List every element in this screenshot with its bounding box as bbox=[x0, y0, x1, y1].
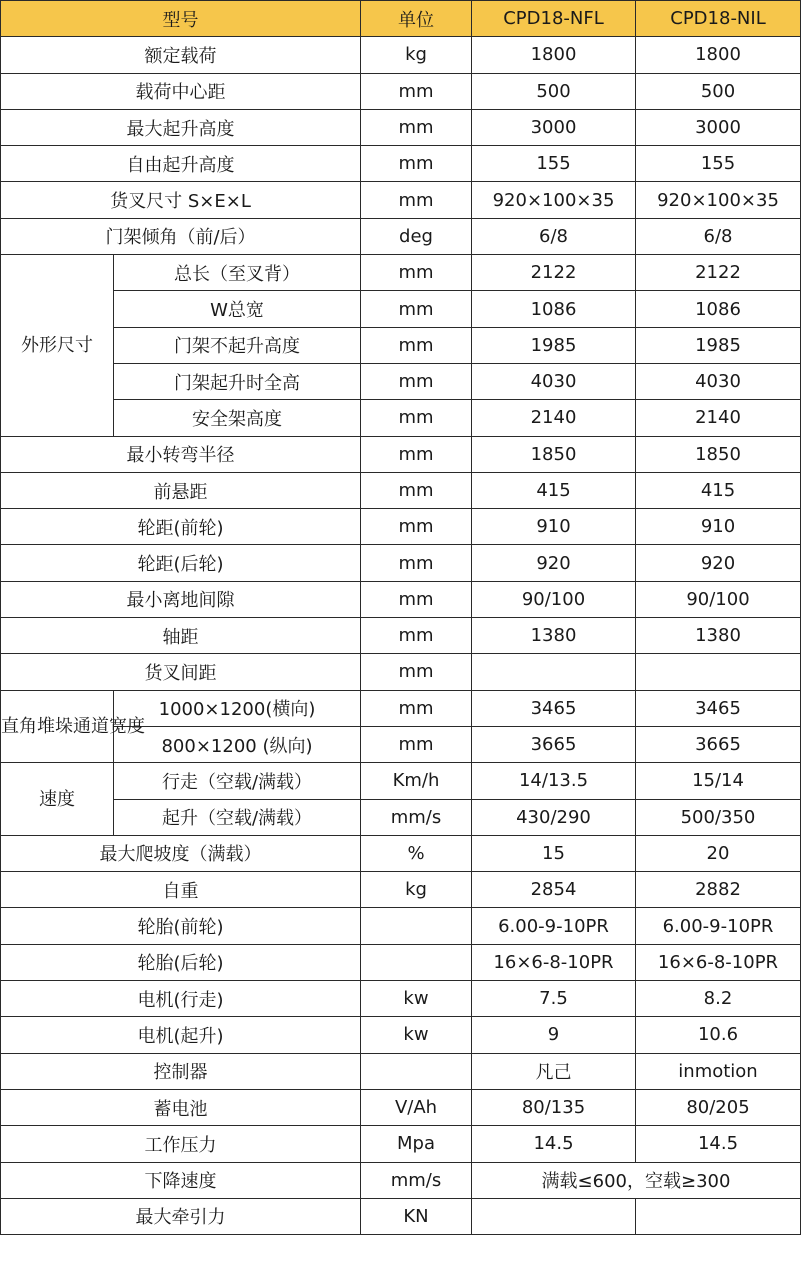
row-label: 蓄电池 bbox=[1, 1089, 361, 1125]
table-row bbox=[1, 799, 801, 835]
row-value-a: 1800 bbox=[472, 37, 636, 73]
row-value-b: 910 bbox=[636, 509, 801, 545]
row-value-b: 1086 bbox=[636, 291, 801, 327]
row-unit: mm bbox=[361, 255, 472, 291]
table-row bbox=[1, 1162, 801, 1198]
row-value-a: 16×6-8-10PR bbox=[472, 944, 636, 980]
table-row bbox=[1, 1053, 801, 1089]
row-value-a: 14.5 bbox=[472, 1126, 636, 1162]
row-unit: mm bbox=[361, 472, 472, 508]
row-value-b: 3000 bbox=[636, 109, 801, 145]
row-unit: mm bbox=[361, 618, 472, 654]
row-value-b: 920 bbox=[636, 545, 801, 581]
row-unit: mm bbox=[361, 654, 472, 690]
row-value-b: 6/8 bbox=[636, 218, 801, 254]
row-label: 轮距(前轮) bbox=[1, 509, 361, 545]
row-label: 额定载荷 bbox=[1, 37, 361, 73]
row-label: 载荷中心距 bbox=[1, 73, 361, 109]
row-unit: % bbox=[361, 835, 472, 871]
row-value-b: 14.5 bbox=[636, 1126, 801, 1162]
row-unit: Km/h bbox=[361, 763, 472, 799]
row-label: 起升（空载/满载） bbox=[114, 799, 361, 835]
header-col-a: CPD18-NFL bbox=[472, 1, 636, 37]
row-value-a: 6.00-9-10PR bbox=[472, 908, 636, 944]
table-row bbox=[1, 1126, 801, 1162]
row-unit: kw bbox=[361, 981, 472, 1017]
row-value-a: 7.5 bbox=[472, 981, 636, 1017]
row-unit: mm/s bbox=[361, 1162, 472, 1198]
row-value-a: 920×100×35 bbox=[472, 182, 636, 218]
header-row bbox=[1, 1, 801, 37]
table-row bbox=[1, 545, 801, 581]
row-label: 电机(起升) bbox=[1, 1017, 361, 1053]
table-row bbox=[1, 37, 801, 73]
row-value-a: 2122 bbox=[472, 255, 636, 291]
row-unit: kw bbox=[361, 1017, 472, 1053]
table-row bbox=[1, 327, 801, 363]
row-value-b: 80/205 bbox=[636, 1089, 801, 1125]
row-unit: mm bbox=[361, 73, 472, 109]
row-label: 门架起升时全高 bbox=[114, 363, 361, 399]
table-row bbox=[1, 509, 801, 545]
table-row bbox=[1, 218, 801, 254]
row-value-a: 3000 bbox=[472, 109, 636, 145]
row-label: 最大爬坡度（满载） bbox=[1, 835, 361, 871]
row-unit: V/Ah bbox=[361, 1089, 472, 1125]
row-label: 前悬距 bbox=[1, 472, 361, 508]
row-label: 货叉尺寸 S×E×L bbox=[1, 182, 361, 218]
row-value-a: 90/100 bbox=[472, 581, 636, 617]
group-label: 外形尺寸 bbox=[1, 255, 114, 436]
row-unit: mm bbox=[361, 291, 472, 327]
row-label: 下降速度 bbox=[1, 1162, 361, 1198]
row-unit: mm/s bbox=[361, 799, 472, 835]
table-row bbox=[1, 908, 801, 944]
row-unit bbox=[361, 908, 472, 944]
table-row bbox=[1, 690, 801, 726]
row-value-a: 155 bbox=[472, 146, 636, 182]
table-row bbox=[1, 654, 801, 690]
row-label: 电机(行走) bbox=[1, 981, 361, 1017]
row-unit: mm bbox=[361, 146, 472, 182]
table-body bbox=[1, 37, 801, 1235]
row-value-a: 910 bbox=[472, 509, 636, 545]
table-row bbox=[1, 944, 801, 980]
table-row bbox=[1, 1017, 801, 1053]
row-unit: Mpa bbox=[361, 1126, 472, 1162]
row-value-b: 4030 bbox=[636, 363, 801, 399]
table-row bbox=[1, 872, 801, 908]
row-value-a: 凡己 bbox=[472, 1053, 636, 1089]
row-label: 最大起升高度 bbox=[1, 109, 361, 145]
row-value-b: 3665 bbox=[636, 726, 801, 762]
row-value-a: 3465 bbox=[472, 690, 636, 726]
row-value-a: 14/13.5 bbox=[472, 763, 636, 799]
row-label: 最小离地间隙 bbox=[1, 581, 361, 617]
row-value-b: 1380 bbox=[636, 618, 801, 654]
row-label: 行走（空载/满载） bbox=[114, 763, 361, 799]
table-row bbox=[1, 472, 801, 508]
group-label: 直角堆垛通道宽度 bbox=[1, 690, 114, 763]
row-label: 总长（至叉背） bbox=[114, 255, 361, 291]
row-value-a bbox=[472, 1198, 636, 1234]
table-row bbox=[1, 73, 801, 109]
row-unit: mm bbox=[361, 363, 472, 399]
row-label: 门架倾角（前/后） bbox=[1, 218, 361, 254]
row-value-b: 415 bbox=[636, 472, 801, 508]
row-label: 工作压力 bbox=[1, 1126, 361, 1162]
table-row bbox=[1, 182, 801, 218]
row-value-a: 1985 bbox=[472, 327, 636, 363]
row-label: 门架不起升高度 bbox=[114, 327, 361, 363]
row-value-a: 4030 bbox=[472, 363, 636, 399]
row-value-b: inmotion bbox=[636, 1053, 801, 1089]
table-row bbox=[1, 981, 801, 1017]
header-model: 型号 bbox=[1, 1, 361, 37]
row-label: 控制器 bbox=[1, 1053, 361, 1089]
table-row bbox=[1, 1089, 801, 1125]
row-value-a bbox=[472, 654, 636, 690]
row-unit: mm bbox=[361, 581, 472, 617]
row-value-b bbox=[636, 1198, 801, 1234]
row-value-b: 90/100 bbox=[636, 581, 801, 617]
row-unit: mm bbox=[361, 690, 472, 726]
row-unit: kg bbox=[361, 872, 472, 908]
row-unit: deg bbox=[361, 218, 472, 254]
row-value-a: 9 bbox=[472, 1017, 636, 1053]
row-value-a: 430/290 bbox=[472, 799, 636, 835]
row-unit: mm bbox=[361, 509, 472, 545]
row-label: 1000×1200(横向) bbox=[114, 690, 361, 726]
row-value-a: 2140 bbox=[472, 400, 636, 436]
row-value-b: 500 bbox=[636, 73, 801, 109]
table-row bbox=[1, 146, 801, 182]
row-value-a: 3665 bbox=[472, 726, 636, 762]
row-value-b: 3465 bbox=[636, 690, 801, 726]
row-value-b: 1985 bbox=[636, 327, 801, 363]
row-value-b: 1800 bbox=[636, 37, 801, 73]
row-value-merged: 满载≤600，空载≥300 bbox=[472, 1162, 801, 1198]
row-value-b: 2122 bbox=[636, 255, 801, 291]
row-value-b: 16×6-8-10PR bbox=[636, 944, 801, 980]
row-unit: kg bbox=[361, 37, 472, 73]
row-unit: mm bbox=[361, 109, 472, 145]
table-row bbox=[1, 363, 801, 399]
row-value-b: 15/14 bbox=[636, 763, 801, 799]
table-row bbox=[1, 581, 801, 617]
row-label: 轮胎(后轮) bbox=[1, 944, 361, 980]
row-value-b: 155 bbox=[636, 146, 801, 182]
row-value-a: 6/8 bbox=[472, 218, 636, 254]
row-label: 轴距 bbox=[1, 618, 361, 654]
table-row bbox=[1, 763, 801, 799]
row-label: 轮距(后轮) bbox=[1, 545, 361, 581]
row-value-a: 2854 bbox=[472, 872, 636, 908]
header-unit: 单位 bbox=[361, 1, 472, 37]
row-unit: mm bbox=[361, 436, 472, 472]
row-label: 最大牵引力 bbox=[1, 1198, 361, 1234]
row-value-b: 2140 bbox=[636, 400, 801, 436]
row-label: 轮胎(前轮) bbox=[1, 908, 361, 944]
row-value-a: 415 bbox=[472, 472, 636, 508]
row-unit bbox=[361, 1053, 472, 1089]
header-col-b: CPD18-NIL bbox=[636, 1, 801, 37]
row-label: 货叉间距 bbox=[1, 654, 361, 690]
row-unit: KN bbox=[361, 1198, 472, 1234]
row-value-b: 920×100×35 bbox=[636, 182, 801, 218]
row-value-b: 1850 bbox=[636, 436, 801, 472]
row-value-b: 10.6 bbox=[636, 1017, 801, 1053]
row-unit: mm bbox=[361, 182, 472, 218]
row-value-b: 2882 bbox=[636, 872, 801, 908]
table-row bbox=[1, 255, 801, 291]
table-row bbox=[1, 400, 801, 436]
row-unit: mm bbox=[361, 545, 472, 581]
row-value-a: 1850 bbox=[472, 436, 636, 472]
row-value-a: 80/135 bbox=[472, 1089, 636, 1125]
row-value-a: 15 bbox=[472, 835, 636, 871]
row-label: 安全架高度 bbox=[114, 400, 361, 436]
row-value-a: 920 bbox=[472, 545, 636, 581]
row-unit bbox=[361, 944, 472, 980]
row-value-a: 1380 bbox=[472, 618, 636, 654]
row-label: 自由起升高度 bbox=[1, 146, 361, 182]
row-value-b: 8.2 bbox=[636, 981, 801, 1017]
table-row bbox=[1, 1198, 801, 1234]
row-value-a: 1086 bbox=[472, 291, 636, 327]
row-label: 自重 bbox=[1, 872, 361, 908]
row-value-b: 20 bbox=[636, 835, 801, 871]
row-unit: mm bbox=[361, 327, 472, 363]
row-label: 800×1200 (纵向) bbox=[114, 726, 361, 762]
row-value-a: 500 bbox=[472, 73, 636, 109]
row-label: 最小转弯半径 bbox=[1, 436, 361, 472]
row-unit: mm bbox=[361, 726, 472, 762]
row-value-b bbox=[636, 654, 801, 690]
row-unit: mm bbox=[361, 400, 472, 436]
row-value-b: 500/350 bbox=[636, 799, 801, 835]
table-row bbox=[1, 436, 801, 472]
group-label: 速度 bbox=[1, 763, 114, 836]
table-row bbox=[1, 291, 801, 327]
row-value-b: 6.00-9-10PR bbox=[636, 908, 801, 944]
table-header bbox=[1, 1, 801, 37]
table-row bbox=[1, 109, 801, 145]
row-label: W总宽 bbox=[114, 291, 361, 327]
table-row bbox=[1, 618, 801, 654]
table-row bbox=[1, 835, 801, 871]
